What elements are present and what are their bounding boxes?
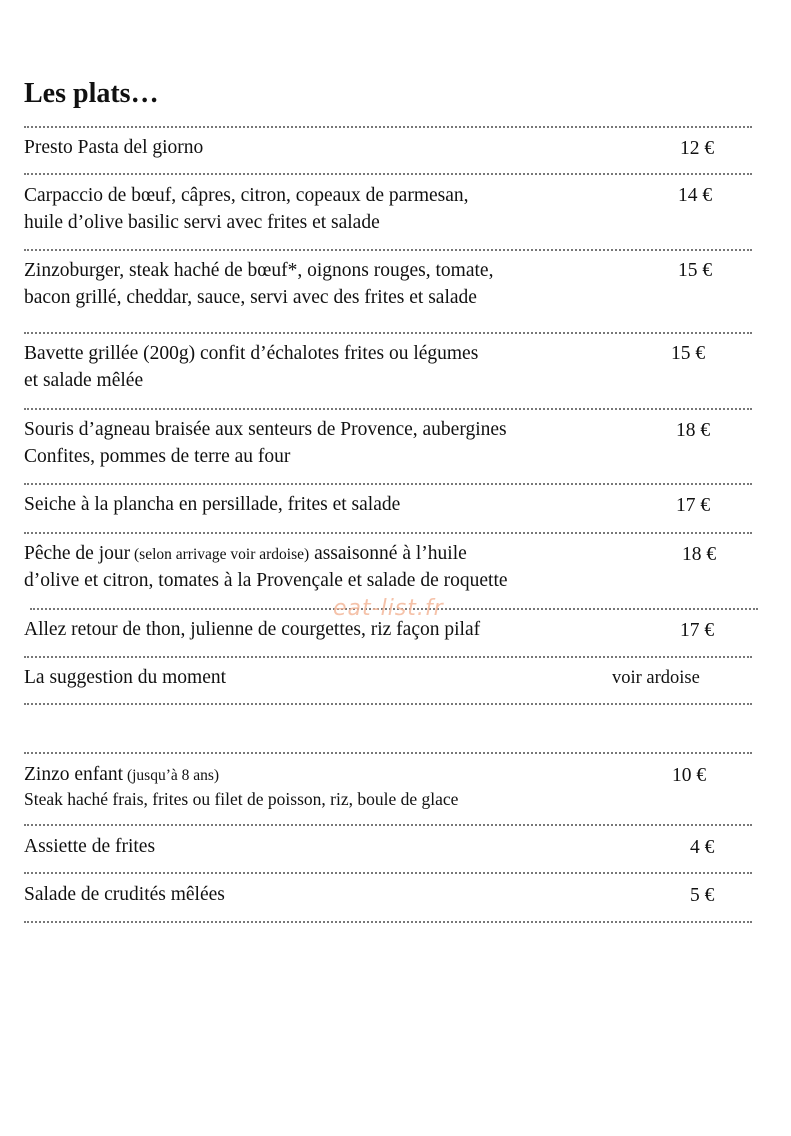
menu-title: Les plats… xyxy=(24,78,159,109)
item-price-peche: 18 € xyxy=(682,544,717,565)
kids-menu-description: Steak haché frais, frites ou filet de poisson, riz, boule de glace xyxy=(24,789,459,809)
item-name-bavette-line2: et salade mêlée xyxy=(24,370,144,391)
item-name-thon: Allez retour de thon, julienne de courgettes, riz façon pilaf xyxy=(24,619,481,640)
item-name-zinzoburger-line2: bacon grillé, cheddar, sauce, servi avec des frites et salade xyxy=(24,287,477,308)
item-name-zinzoburger-line1: Zinzoburger, steak haché de bœuf*, oignons rouges, tomate, xyxy=(24,260,494,281)
item-name-frites: Assiette de frites xyxy=(24,836,156,857)
item-name-salade: Salade de crudités mêlées xyxy=(24,884,225,905)
dotted-divider xyxy=(24,703,752,705)
item-price-thon: 17 € xyxy=(680,620,715,641)
item-name-seiche: Seiche à la plancha en persillade, frites et salade xyxy=(24,494,401,515)
item-name-suggestion: La suggestion du moment xyxy=(24,667,227,688)
item-name-peche: Pêche de jour xyxy=(24,543,131,564)
item-name-carpaccio-line1: Carpaccio de bœuf, câpres, citron, copeaux de parmesan, xyxy=(24,185,469,206)
item-price-souris: 18 € xyxy=(676,420,711,441)
item-name-presto-pasta: Presto Pasta del giorno xyxy=(24,137,204,158)
dotted-divider xyxy=(24,752,752,754)
kids-menu-price: 10 € xyxy=(672,765,707,786)
item-price-salade: 5 € xyxy=(690,885,715,906)
dotted-divider xyxy=(24,126,752,128)
item-price-presto-pasta: 12 € xyxy=(680,138,715,159)
dotted-divider xyxy=(24,408,752,410)
item-price-frites: 4 € xyxy=(690,837,715,858)
item-name-carpaccio-line2: huile d’olive basilic servi avec frites et salade xyxy=(24,212,380,233)
item-price-suggestion: voir ardoise xyxy=(612,668,700,688)
item-name-bavette-line1: Bavette grillée (200g) confit d’échalotes frites ou légumes xyxy=(24,343,479,364)
item-name-souris-line1: Souris d’agneau braisée aux senteurs de Provence, aubergines xyxy=(24,419,507,440)
item-name-souris-line2: Confites, pommes de terre au four xyxy=(24,446,291,467)
dotted-divider xyxy=(24,656,752,658)
item-price-bavette: 15 € xyxy=(671,343,706,364)
item-name-peche-line2: d’olive et citron, tomates à la Provençale et salade de roquette xyxy=(24,570,508,591)
dotted-divider xyxy=(24,921,752,923)
dotted-divider xyxy=(24,249,752,251)
dotted-divider xyxy=(24,173,752,175)
dotted-divider xyxy=(24,532,752,534)
dotted-divider xyxy=(24,824,752,826)
dotted-divider xyxy=(24,332,752,334)
kids-menu-name: Zinzo enfant xyxy=(24,764,124,785)
dotted-divider xyxy=(24,872,752,874)
item-price-zinzoburger: 15 € xyxy=(678,260,713,281)
item-price-carpaccio: 14 € xyxy=(678,185,713,206)
item-note-peche: (selon arrivage voir ardoise) xyxy=(130,546,310,563)
watermark: eat-list.fr xyxy=(333,596,444,621)
item-name-peche-line1 xyxy=(24,544,467,564)
kids-menu-age: (jusqu’à 8 ans) xyxy=(123,767,220,784)
item-name-peche-rest: assaisonné à l’huile xyxy=(309,543,467,564)
item-price-seiche: 17 € xyxy=(676,495,711,516)
dotted-divider xyxy=(24,483,752,485)
item-name-zinzo-enfant xyxy=(24,765,219,785)
